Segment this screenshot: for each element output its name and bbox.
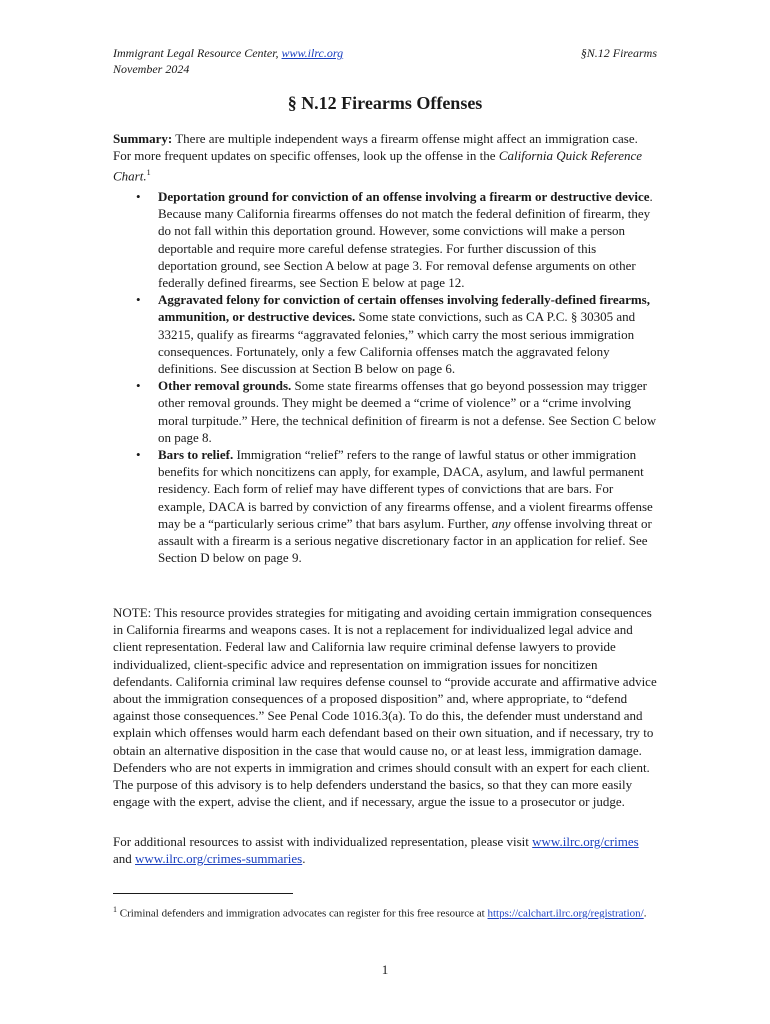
bullet-deportation xyxy=(113,188,658,291)
bullet-text: Some state convictions, such as CA P.C. § 30305 and 33215, qualify as firearms “aggravated felonies,” which carry the most serious immigration consequences. Fortunately, only a few California offenses match the aggravated felony definitions. See discussion at Section B below on page 6. xyxy=(158,309,636,377)
bullet-bars-to-relief xyxy=(113,446,658,566)
summary-label: Summary: xyxy=(113,131,173,146)
bullet-icon: • xyxy=(136,292,141,308)
page-title: § N.12 Firearms Offenses xyxy=(287,93,483,113)
footnote-ref[interactable]: 1 xyxy=(146,168,151,178)
bullet-text-2: offense involving threat or assault with a firearm is a serious negative discretionary factor in an application for relief. See Section D below on page 9. xyxy=(158,515,652,566)
footnote-end: . xyxy=(643,907,647,920)
footnote-number: 1 xyxy=(113,905,117,914)
header-org-link[interactable]: www.ilrc.org xyxy=(281,46,344,60)
bullet-icon: • xyxy=(136,378,141,394)
summary-paragraph xyxy=(113,130,658,185)
header-section: §N.12 Firearms xyxy=(580,46,657,60)
summary-chart-name: California Quick Reference Chart. xyxy=(113,148,643,184)
bullet-bold: Bars to relief. xyxy=(158,447,234,463)
note-paragraph: NOTE: This resource provides strategies for mitigating and avoiding certain immigration consequences in California firearms and weapons cases. It is not a replacement for individualized legal advice and client representation. Federal law and California law require criminal defense lawyers to provide individualized, client-specific advice and representation on immigration issues for noncitizen defendants. California criminal law requires defense counsel to “provide accurate and affirmative advice about the immigration consequences of a proposed disposition” and, where appropriate, to “defend against those consequences.” See Penal Code 1016.3(a). To do this, the defender must understand and explain which offenses would harm each defendant based on their own situation, and if necessary, try to obtain an alternative disposition in the case that would cause no, or at least less, immigration damage. Defenders who are not experts in immigration and crimes should consult with an expert for each client. The purpose of this advisory is to help defenders understand the basics, so that they can more easily engage with the expert, advise the client, and if necessary, argue the issue to a prosecutor or judge. xyxy=(113,605,657,810)
crimes-link[interactable]: www.ilrc.org/crimes xyxy=(532,834,639,849)
page-number: 1 xyxy=(381,962,389,977)
resources-text: For additional resources to assist with individualized representation, please visit xyxy=(113,834,533,849)
header-date: November 2024 xyxy=(113,62,190,76)
footnote-divider xyxy=(113,893,293,894)
summary-text: There are multiple independent ways a firearm offense might affect an immigration case. For more frequent updates on specific offenses, look up the offense in the xyxy=(113,131,638,164)
summary-bullet-list xyxy=(113,188,658,566)
bullet-italic: any xyxy=(491,515,511,531)
registration-link[interactable]: https://calchart.ilrc.org/registration/ xyxy=(487,907,644,920)
bullet-aggravated-felony xyxy=(113,291,658,377)
resources-paragraph xyxy=(113,833,658,867)
footnote xyxy=(113,902,658,922)
resources-and: and xyxy=(113,851,136,867)
bullet-bold: Other removal grounds. xyxy=(158,378,292,394)
bullet-bold: Aggravated felony for conviction of certain offenses involving federally-defined firearms, ammunition, or destructive devices. xyxy=(158,292,650,325)
bullet-icon: • xyxy=(136,189,141,204)
header-org: Immigrant Legal Resource Center, xyxy=(113,46,282,60)
bullet-text: . Because many California firearms offenses do not match the federal definition of firearm, they do not fall within this deportation ground. However, some convictions will make a person deportable and require more careful defense strategies. For further discussion of this deportation ground, see Section A below at page 3. For removal defense arguments on other federally defined firearms, see Section E below at page 12. xyxy=(158,189,653,291)
bullet-bold: Deportation ground for conviction of an offense involving a firearm or destructive device xyxy=(158,189,650,204)
footnote-text: Criminal defenders and immigration advocates can register for this free resource at xyxy=(117,907,488,920)
bullet-other-removal xyxy=(113,377,658,446)
bullet-text: Some state firearms offenses that go beyond possession may trigger other removal grounds. They might be deemed a “crime of violence” or a “crime involving moral turpitude.” Here, the technical definition of firearm is not a defense. See Section C below on page 8. xyxy=(158,378,657,445)
resources-end: . xyxy=(302,851,306,867)
bullet-text: Immigration “relief” refers to the range of lawful status or other immigration benefits for which noncitizens can apply, for example, DACA, asylum, and lawful permanent residency. Each form of relief may have different types of convictions that are bars. For example, DACA is barred by conviction of any firearms offense, and a violent firearms offense may be a “particularly serious crime” that bars asylum. Further, xyxy=(158,447,653,531)
bullet-icon: • xyxy=(136,447,141,463)
header-left xyxy=(113,45,343,77)
crimes-summaries-link[interactable]: www.ilrc.org/crimes-summaries xyxy=(135,851,303,867)
